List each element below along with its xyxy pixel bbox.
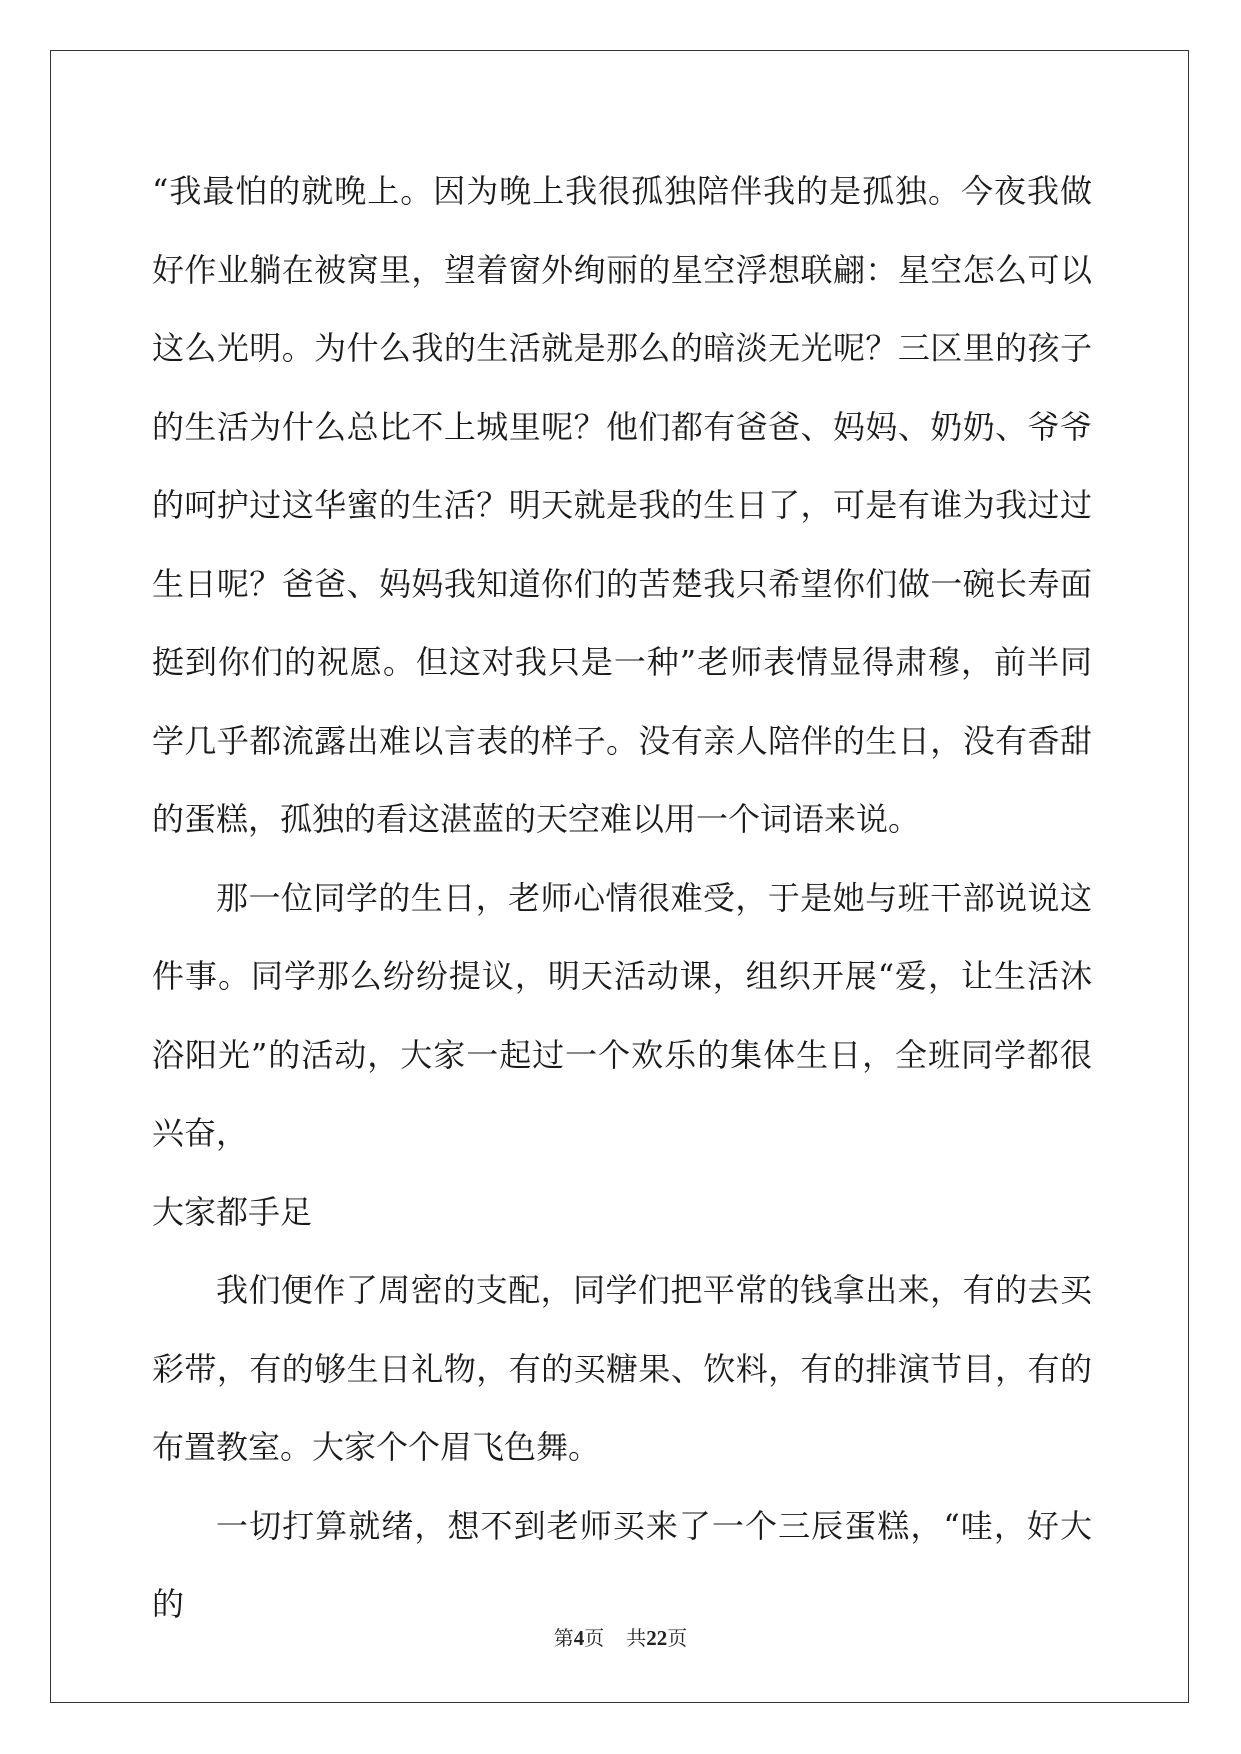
footer-total-suffix: 页 <box>667 1626 688 1650</box>
footer-page-suffix: 页 <box>584 1626 605 1650</box>
document-body <box>152 152 1092 1644</box>
paragraph-1: “我最怕的就晚上。因为晚上我很孤独陪伴我的是孤独。今夜我做好作业躺在被窝里，望着窗外绚丽的星空浮想联翩：星空怎么可以这么光明。为什么我的生活就是那么的暗淡无光呢？三区里的孩子的生活为什么总比不上城里呢？他们都有爸爸、妈妈、奶奶、爷爷的呵护过这华蜜的生活？明天就是我的生日了，可是有谁为我过过生日呢？爸爸、妈妈我知道你们的苦楚我只希望你们做一碗长寿面挺到你们的祝愿。但这对我只是一种”老师表情显得肃穆，前半同学几乎都流露出难以言表的样子。没有亲人陪伴的生日，没有香甜的蛋糕，孤独的看这湛蓝的天空难以用一个词语来说。 <box>152 172 1092 838</box>
page-footer <box>0 1622 1241 1651</box>
paragraph-3: 大家都手足 <box>152 1192 313 1231</box>
footer-total-prefix: 共 <box>626 1626 647 1650</box>
paragraph-5: 一切打算就绪，想不到老师买来了一个三辰蛋糕，“哇，好大的 <box>152 1506 1092 1623</box>
footer-total-pages: 22 <box>646 1626 668 1650</box>
footer-page-prefix: 第 <box>553 1626 574 1650</box>
paragraph-2: 那一位同学的生日，老师心情很难受，于是她与班干部说说这件事。同学那么纷纷提议，明天活动课，组织开展“爱，让生活沐浴阳光”的活动，大家一起过一个欢乐的集体生日，全班同学都很兴奋， <box>152 878 1092 1152</box>
footer-page-number: 4 <box>573 1626 585 1650</box>
paragraph-4: 我们便作了周密的支配，同学们把平常的钱拿出来，有的去买彩带，有的够生日礼物，有的买糖果、饮料，有的排演节目，有的布置教室。大家个个眉飞色舞。 <box>152 1271 1092 1466</box>
